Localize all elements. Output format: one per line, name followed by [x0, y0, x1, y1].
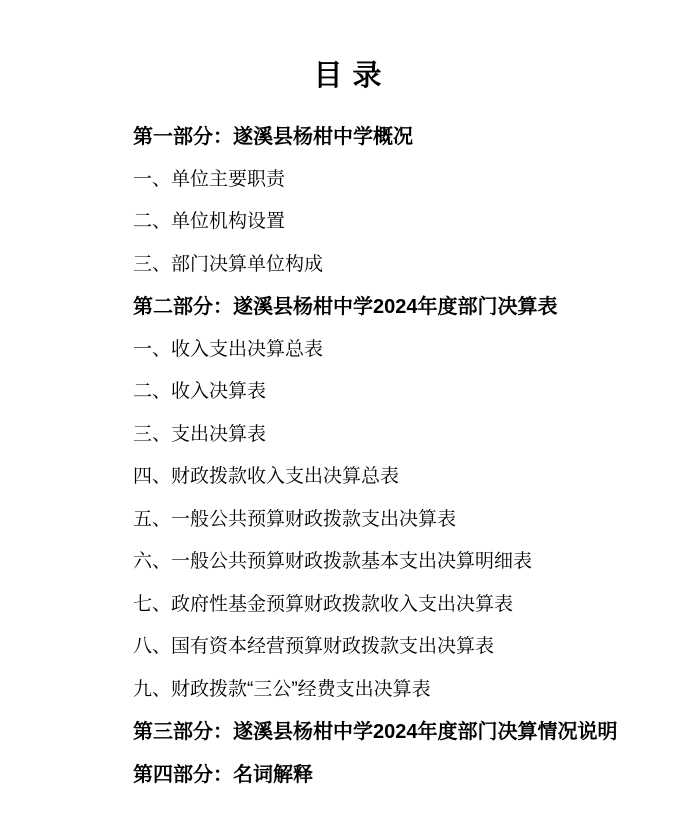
toc-item: 九、财政拨款“三公”经费支出决算表 — [133, 678, 431, 700]
toc-item: 一、单位主要职责 — [133, 168, 286, 190]
toc-item: 三、支出决算表 — [133, 423, 267, 445]
toc-item: 二、单位机构设置 — [133, 211, 286, 232]
toc-item: 六、一般公共预算财政拨款基本支出决算明细表 — [133, 551, 533, 572]
toc-part-heading: 第四部分：名词解释 — [133, 763, 313, 786]
page-title: 目 录 — [313, 60, 383, 92]
toc-item: 二、收入决算表 — [133, 381, 267, 402]
toc-item: 三、部门决算单位构成 — [133, 253, 324, 275]
table-of-contents — [133, 116, 666, 796]
toc-part-heading: 第三部分：遂溪县杨柑中学2024年度部门决算情况说明 — [133, 721, 618, 743]
toc-item: 八、国有资本经营预算财政拨款支出决算表 — [133, 636, 495, 657]
toc-item: 四、财政拨款收入支出决算总表 — [133, 466, 400, 487]
toc-item: 七、政府性基金预算财政拨款收入支出决算表 — [133, 593, 514, 615]
toc-part-heading: 第二部分：遂溪县杨柑中学2024年度部门决算表 — [133, 296, 558, 318]
toc-item: 五、一般公共预算财政拨款支出决算表 — [133, 508, 457, 530]
toc-part-heading: 第一部分：遂溪县杨柑中学概况 — [133, 126, 413, 148]
toc-item: 一、收入支出决算总表 — [133, 338, 324, 360]
